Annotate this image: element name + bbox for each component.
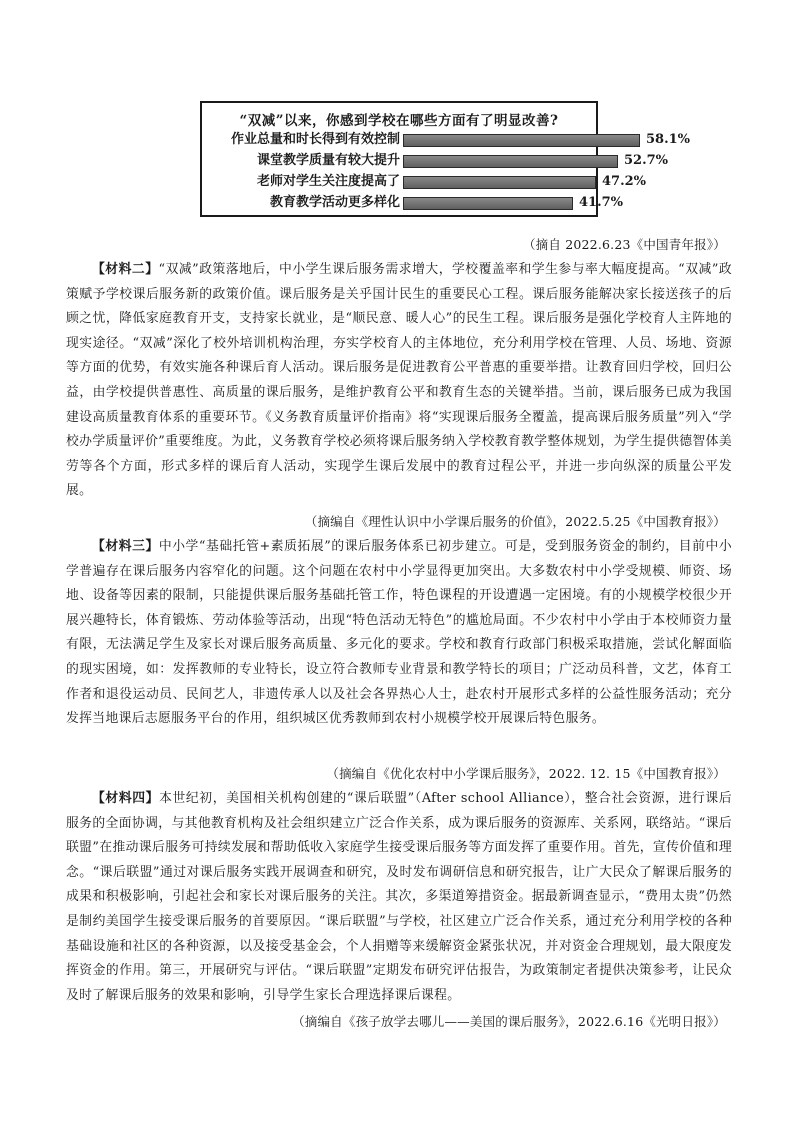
source-citation-1: （摘自 2022.6.23《中国青年报》） <box>522 237 726 252</box>
material-3-paragraph <box>66 535 732 732</box>
material-4-tag: 【材料四】 <box>92 791 160 806</box>
chart-title: “双减”以来，你感到学校在哪些方面有了明显改善? <box>239 113 559 129</box>
source-citation-4: （摘编自《孩子放学去哪儿——美国的课后服务》，2022.6.16《光明日报》） <box>292 1014 726 1029</box>
material-3-text: 中小学“基础托管+素质拓展”的课后服务体系已初步建立。可是，受到服务资金的制约，目前中小学普遍存在课后服务内容窄化的问题。这个问题在农村中小学显得更加突出。大多数农村中小学受规模、师资、场地、设备等因素的限制，只能提供课后服务基础托管工作，特色课程的开设遭遇一定困境。有的小规模学校很少开展兴趣特长，体育锻炼、劳动体验等活动，出现“特色活动无特色”的尴尬局面。不少农村中小学由于本校师资力量有限，无法满足学生及家长对课后服务高质量、多元化的要求。学校和教育行政部门积极采取措施，尝试化解面临的现实困境，如：发挥教师的专业特长，设立符合教师专业背景和教学特长的项目；广泛动员科普，文艺，体育工作者和退役运动员、民间艺人，非遗传承人以及社会各界热心人士，赴农村开展形式多样的公益性服务活动；充分发挥当地课后志愿服务平台的作用，组织城区优秀教师到农村小规模学校开展课后特色服务。 <box>66 539 733 727</box>
material-2-tag: 【材料二】 <box>92 262 159 277</box>
source-citation-3: （摘编自《优化农村中小学课后服务》，2022. 12. 15《中国教育报》） <box>326 766 726 781</box>
chart-bar <box>403 134 640 147</box>
chart-value-label: 41.7% <box>579 195 624 210</box>
chart-category-label: 老师对学生关注度提高了 <box>256 174 400 189</box>
chart-value-label: 52.7% <box>624 153 669 168</box>
chart-bar <box>403 155 618 168</box>
material-3-tag: 【材料三】 <box>92 539 159 554</box>
chart-value-label: 47.2% <box>602 174 647 189</box>
chart-category-label: 教育教学活动更多样化 <box>269 195 400 210</box>
material-2-text: “双减”政策落地后，中小学生课后服务需求增大，学校覆盖率和学生参与率大幅度提高。“双减”政策赋予学校课后服务新的政策价值。课后服务是关乎国计民生的重要民心工程。课后服务能解决家长接送孩子的后顾之忧，降低家庭教育开支，支持家长就业，是“顺民意、暖人心”的民生工程。课后服务是强化学校育人主阵地的现实途径。“双减”深化了校外培训机构治理，夯实学校育人的主体地位，充分利用学校在管理、人员、场地、资源等方面的优势，有效实施各种课后育人活动。课后服务是促进教育公平普惠的重要举措。让教育回归学校，回归公益，由学校提供普惠性、高质量的课后服务，是维护教育公平和教育生态的关键举措。当前，课后服务已成为我国建设高质量教育体系的重要环节。《义务教育质量评价指南》将“实现课后服务全覆盖，提高课后服务质量”列入“学校办学质量评价”重要维度。为此，义务教育学校必须将课后服务纳入学校教育教学整体规划，为学生提供德智体美劳等各个方面，形式多样的课后育人活动，实现学生课后发展中的教育过程公平，并进一步向纵深的质量公平发展。 <box>66 262 733 499</box>
chart-value-label: 58.1% <box>646 132 691 147</box>
chart-bar <box>403 176 596 189</box>
source-citation-2: （摘编自《理性认识中小学课后服务的价值》，2022.5.25《中国教育报》） <box>304 514 726 529</box>
chart-category-label: 作业总量和时长得到有效控制 <box>230 132 400 147</box>
chart-category-label: 课堂教学质量有较大提升 <box>256 153 400 168</box>
material-4-paragraph <box>66 787 732 1008</box>
chart-bar <box>403 197 573 210</box>
survey-bar-chart <box>200 101 691 217</box>
material-4-text: 本世纪初，美国相关机构创建的“课后联盟”（After school Alliance），整合社会资源，进行课后服务的全面协调，与其他教育机构及社会组织建立广泛合作关系，成为课后服务的资源库、关系网，联络站。“课后联盟”在推动课后服务可持续发展和帮助低收入家庭学生接受课后服务等方面发挥了重要作用。首先，宣传价值和理念。“课后联盟”通过对课后服务实践开展调查和研究，及时发布调研信息和研究报告，让广大民众了解课后服务的成果和积极影响，引起社会和家长对课后服务的关注。其次，多渠道筹措资金。据最新调查显示，“费用太贵”仍然是制约美国学生接受课后服务的首要原因。“课后联盟”与学校，社区建立广泛合作关系，通过充分利用学校的各种基础设施和社区的各种资源，以及接受基金会，个人捐赠等来缓解资金紧张状况，并对资金合理规划，最大限度发挥资金的作用。第三，开展研究与评估。“课后联盟”定期发布研究评估报告，为政策制定者提供决策参考，让民众及时了解课后服务的效果和影响，引导学生家长合理选择课后课程。 <box>66 791 732 1003</box>
material-2-paragraph <box>66 258 732 504</box>
